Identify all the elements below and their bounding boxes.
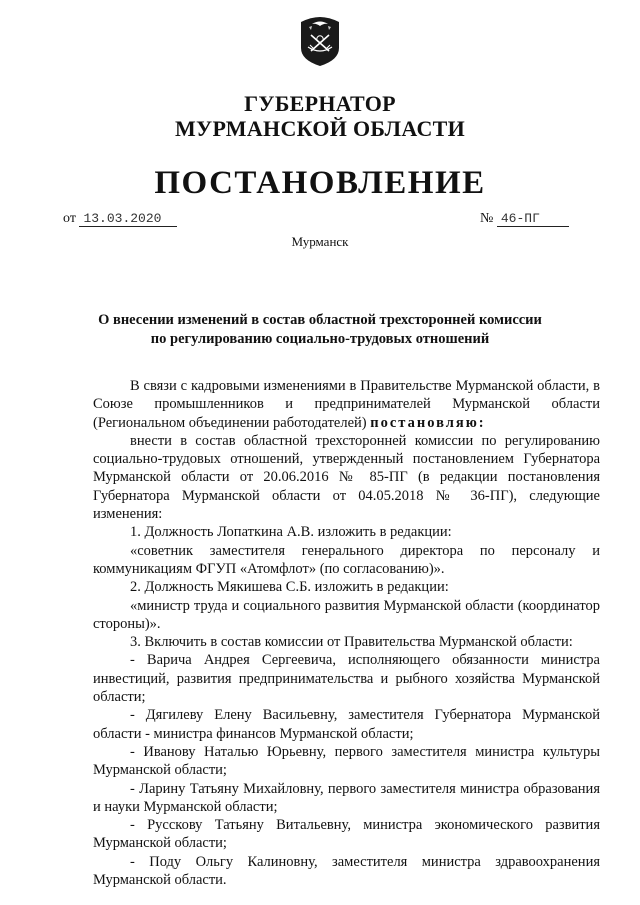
body-paragraph-2: внести в состав областной трехсторонней комиссии по регулированию социально-трудовых отношений, утвержденный постановлением Губернатора Мурманской области от 20.06.2016 № 85-ПГ (в редакции постановления Губернатора Мурманской области от 04.05.2018 № 36-ПГ), следующие изменения:	[93, 432, 600, 523]
number-prefix: №	[480, 211, 494, 226]
body-paragraph-4: «советник заместителя генерального директора по персоналу и коммуникациям ФГУП «Атомфлот» (по согласованию)».	[93, 542, 600, 577]
authority-line-1: ГУБЕРНАТОР	[244, 91, 396, 116]
date-prefix: от	[63, 211, 76, 226]
body-paragraph-11: - Ларину Татьяну Михайловну, первого заместителя министра образования и науки Мурманской области;	[93, 780, 600, 815]
body-paragraph-intro	[93, 377, 600, 432]
body-paragraph-3: 1. Должность Лопаткина А.В. изложить в редакции:	[130, 524, 452, 541]
authority-line-2: МУРМАНСКОЙ ОБЛАСТИ	[174, 116, 466, 141]
document-date-row	[63, 210, 177, 228]
body-paragraph-10: - Иванову Наталью Юрьевну, первого заместителя министра культуры Мурманской области;	[93, 743, 600, 779]
body-paragraph-9: - Дягилеву Елену Васильевну, заместителя Губернатора Мурманской области - министра финансов Мурманской области;	[93, 707, 600, 742]
document-date: 13.03.2020	[83, 211, 162, 226]
document-number: 46-ПГ	[500, 211, 540, 226]
body-paragraph-6: «министр труда и социального развития Мурманской области (координатор стороны)».	[93, 597, 600, 632]
document-number-row	[480, 210, 569, 228]
body-paragraph-13: - Поду Ольгу Калиновну, заместителя министра здравоохранения Мурманской области.	[93, 853, 600, 889]
body-paragraph-12: - Русскову Татьяну Витальевну, министра экономического развития Мурманской области;	[93, 817, 600, 852]
murmansk-coat-of-arms-icon	[299, 14, 341, 68]
subject-line-1: О внесении изменений в состав областной трехсторонней комиссии	[98, 312, 542, 328]
body-paragraph-5: 2. Должность Мякишева С.Б. изложить в редакции:	[130, 579, 449, 596]
document-city: Мурманск	[291, 234, 349, 249]
intro-text: В связи с кадровыми изменениями в Правительстве Мурманской области, в Союзе промышленников и предпринимателей Мурманской области (Региональном объединении работодателей)	[93, 378, 600, 431]
document-body	[93, 377, 600, 889]
subject-line-2: по регулированию социально-трудовых отношений	[150, 331, 490, 347]
decree-word: постановляю:	[370, 414, 486, 431]
body-paragraph-7: 3. Включить в состав комиссии от Правительства Мурманской области:	[130, 634, 573, 651]
document-type-title: ПОСТАНОВЛЕНИЕ	[154, 165, 486, 201]
body-paragraph-8: - Варича Андрея Сергеевича, исполняющего обязанности министра инвестиций, развития предпринимательства и рыбного хозяйства Мурманской области;	[93, 652, 600, 706]
